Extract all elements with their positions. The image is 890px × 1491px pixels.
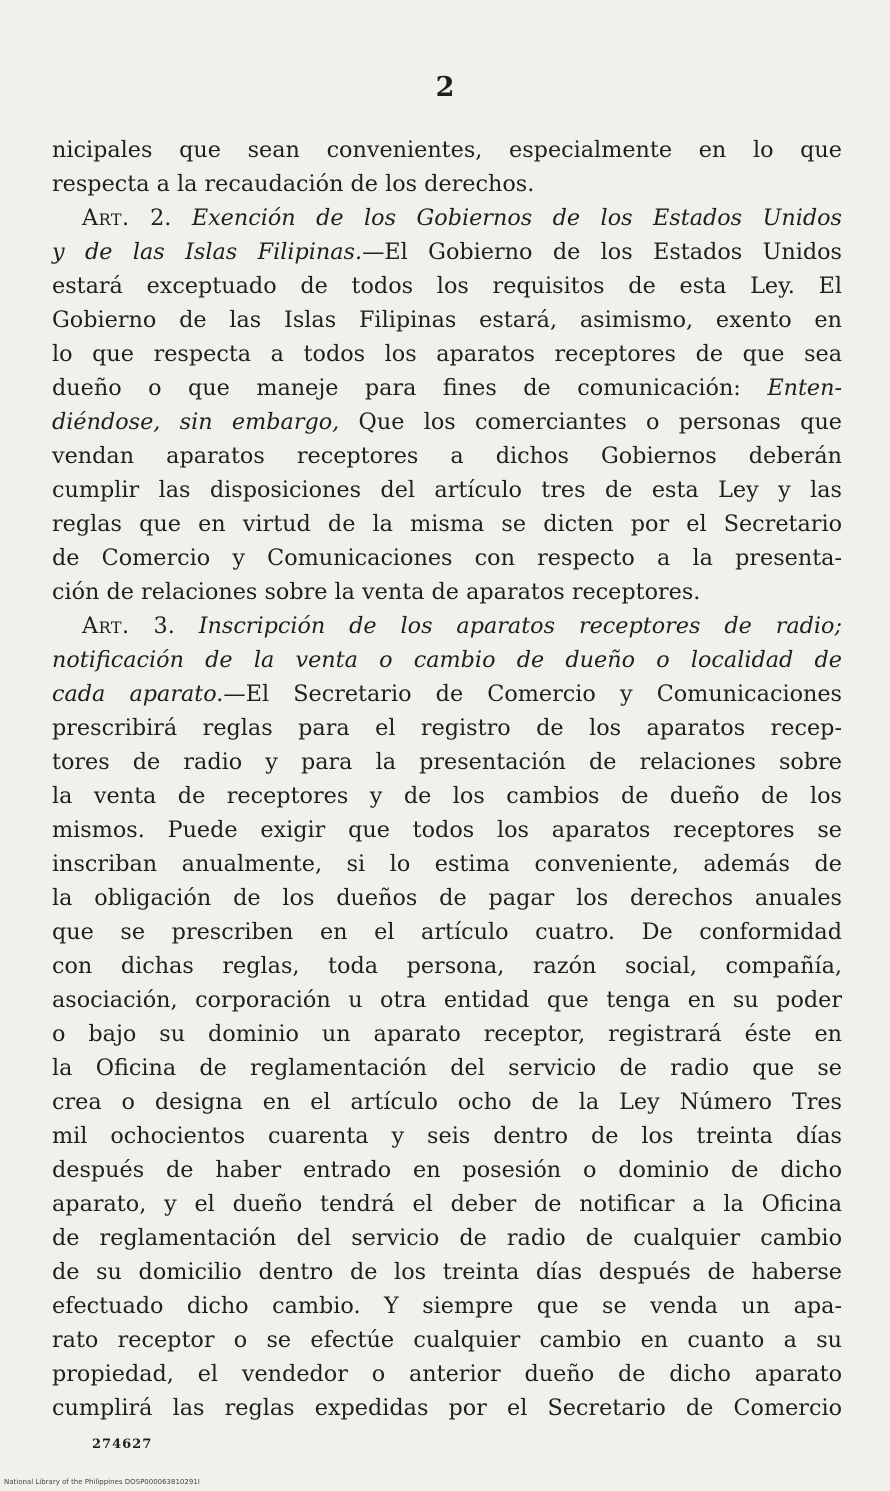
text-line: efectuado dicho cambio. Y siempre que se venda un apa-	[52, 1293, 842, 1319]
text-line: lo que respecta a todos los aparatos receptores de que sea	[52, 341, 842, 367]
text-line: con dichas reglas, toda persona, razón social, compañía,	[52, 953, 842, 979]
text-line: reglas que en virtud de la misma se dicten por el Secretario	[52, 511, 842, 537]
text-line: después de haber entrado en posesión o dominio de dicho	[52, 1157, 842, 1183]
article-title: Exención de los Gobiernos de los Estados Unidos	[191, 205, 842, 231]
text-line: inscriban anualmente, si lo estima conveniente, además de	[52, 851, 842, 877]
text-line: dueño o que maneje para fines de comunicación: Enten-	[52, 375, 842, 401]
text-line: de su domicilio dentro de los treinta días después de haberse	[52, 1259, 842, 1285]
text-line: crea o designa en el artículo ocho de la Ley Número Tres	[52, 1089, 842, 1115]
article-title: notificación de la venta o cambio de dueño o localidad de	[52, 647, 842, 673]
text-line: de Comercio y Comunicaciones con respecto a la presenta-	[52, 545, 842, 571]
text-line: de reglamentación del servicio de radio de cualquier cambio	[52, 1225, 842, 1251]
footer-code: 274627	[92, 1437, 153, 1452]
text-line: o bajo su dominio un aparato receptor, registrará éste en	[52, 1021, 842, 1047]
text-line: cumplirá las reglas expedidas por el Secretario de Comercio	[52, 1395, 842, 1421]
article-title: Inscripción de los aparatos receptores de radio;	[198, 613, 842, 639]
article-title: cada aparato.	[52, 681, 224, 707]
article-title: y de las Islas Filipinas.	[52, 239, 363, 265]
text-line: ción de relaciones sobre la venta de aparatos receptores.	[52, 579, 701, 605]
text-line: rato receptor o se efectúe cualquier cambio en cuanto a su	[52, 1327, 842, 1353]
text-line: mismos. Puede exigir que todos los aparatos receptores se	[52, 817, 842, 843]
library-watermark: National Library of the Philippines DOSP000063810291I	[4, 1478, 200, 1486]
text-line: cada aparato.—El Secretario de Comercio y Comunicaciones	[52, 681, 842, 707]
text-line: cumplir las disposiciones del artículo tres de esta Ley y las	[52, 477, 842, 503]
article-heading: Art. 2. Exención de los Gobiernos de los Estados Unidos	[82, 205, 842, 231]
text-line: prescribirá reglas para el registro de los aparatos recep-	[52, 715, 842, 741]
body-text	[52, 133, 842, 1425]
text-line: la Oficina de reglamentación del servicio de radio que se	[52, 1055, 842, 1081]
text-line: diéndose, sin embargo, Que los comerciantes o personas que	[52, 409, 842, 435]
text-line: Gobierno de las Islas Filipinas estará, asimismo, exento en	[52, 307, 842, 333]
text-line: propiedad, el vendedor o anterior dueño de dicho aparato	[52, 1361, 842, 1387]
text-line: mil ochocientos cuarenta y seis dentro de los treinta días	[52, 1123, 842, 1149]
article-label: Art.	[82, 205, 130, 231]
text-line: estará exceptuado de todos los requisitos de esta Ley. El	[52, 273, 842, 299]
text-line: aparato, y el dueño tendrá el deber de notificar a la Oficina	[52, 1191, 842, 1217]
text-line: la venta de receptores y de los cambios de dueño de los	[52, 783, 842, 809]
text-line	[52, 643, 842, 677]
text-line: y de las Islas Filipinas.—El Gobierno de los Estados Unidos	[52, 239, 842, 265]
text-line: la obligación de los dueños de pagar los derechos anuales	[52, 885, 842, 911]
article-heading: Art. 3. Inscripción de los aparatos receptores de radio;	[82, 613, 842, 639]
text-line: que se prescriben en el artículo cuatro. De conformidad	[52, 919, 842, 945]
text-line: nicipales que sean convenientes, especialmente en lo que	[52, 137, 842, 163]
text-line: tores de radio y para la presentación de relaciones sobre	[52, 749, 842, 775]
text-line: respecta a la recaudación de los derechos.	[52, 171, 535, 197]
article-label: Art.	[82, 613, 130, 639]
text-line: vendan aparatos receptores a dichos Gobiernos deberán	[52, 443, 842, 469]
text-line: asociación, corporación u otra entidad que tenga en su poder	[52, 987, 842, 1013]
page-number: 2	[435, 72, 455, 103]
